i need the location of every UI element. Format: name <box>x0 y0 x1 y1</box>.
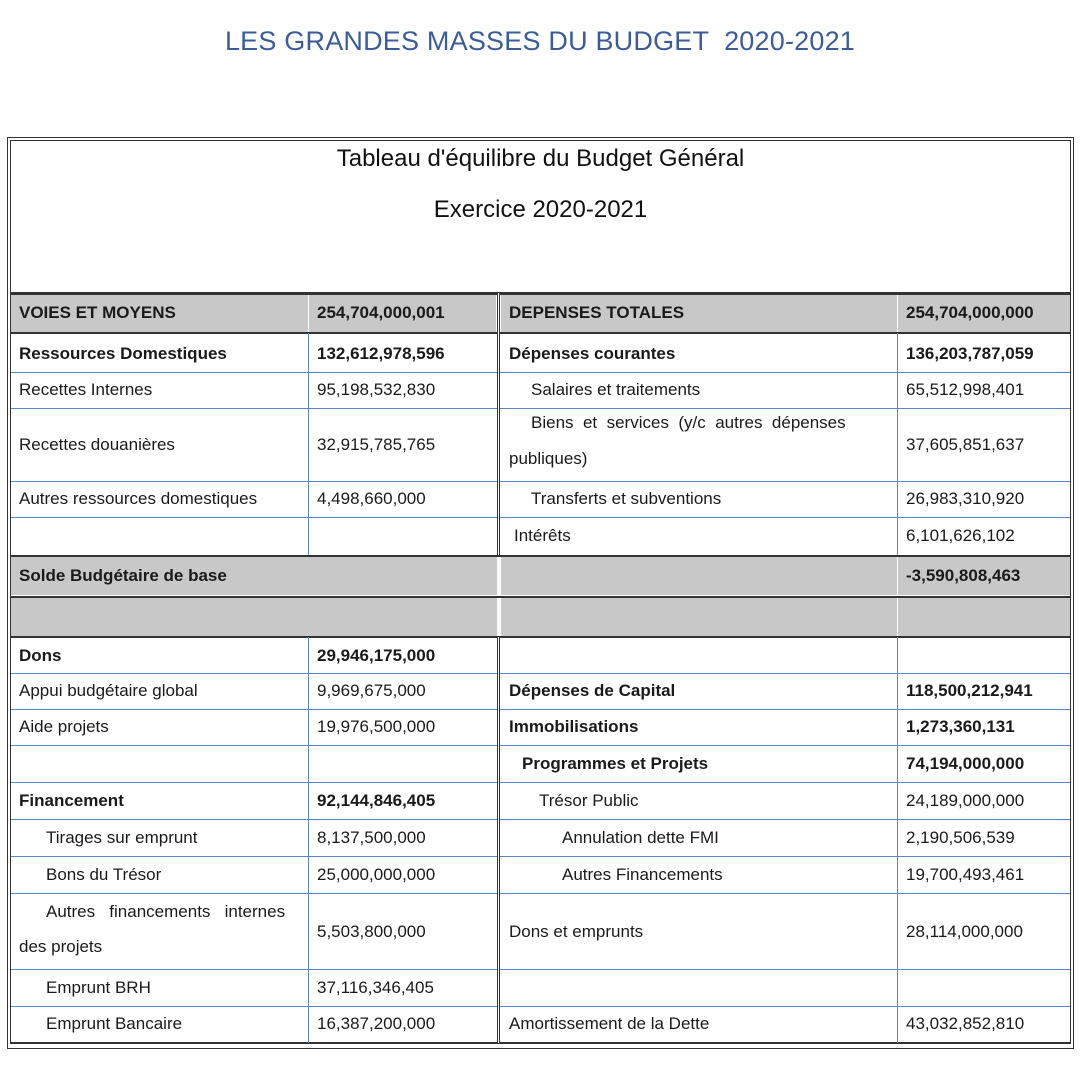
rule-row <box>11 1006 1070 1007</box>
depenses-capital-value: 118,500,212,941 <box>906 681 1033 700</box>
rule-col-a <box>308 333 309 555</box>
ressources-domestiques-value: 132,612,978,596 <box>317 343 445 363</box>
depenses-totales-label: DEPENSES TOTALES <box>501 294 897 332</box>
rule-row <box>11 673 1070 674</box>
solde-mid-cell <box>501 557 897 595</box>
rule-bottom <box>10 1042 1071 1044</box>
spacer-row-mid <box>501 598 897 636</box>
table-subtitle: Exercice 2020-2021 <box>433 196 648 223</box>
aide-projets-value: 19,976,500,000 <box>317 717 436 736</box>
bons-tresor-value: 25,000,000,000 <box>317 865 436 884</box>
table-header <box>10 140 1071 293</box>
rule-row <box>11 969 1070 970</box>
rule-row <box>11 856 1070 857</box>
immobilisations-label: Immobilisations <box>509 717 639 736</box>
annulation-label: Annulation dette FMI <box>562 828 719 847</box>
rule-row <box>11 819 1070 820</box>
dons-emprunts-label: Dons et emprunts <box>509 921 644 941</box>
table-title: Tableau d'équilibre du Budget Général <box>336 145 745 172</box>
tirages-label: Tirages sur emprunt <box>46 828 198 847</box>
biens-services-label <box>501 409 893 481</box>
document-title: LES GRANDES MASSES DU BUDGET 2020-2021 <box>224 26 856 56</box>
tresor-public-label: Trésor Public <box>539 790 639 810</box>
autres-fin-internes-line2: des projets <box>19 937 103 956</box>
rule-spacer-bottom <box>10 636 1071 638</box>
autres-ressources-value: 4,498,660,000 <box>317 489 426 508</box>
annulation-value: 2,190,506,539 <box>906 828 1015 847</box>
depenses-courantes-label: Dépenses courantes <box>509 343 676 363</box>
rule-header-bottom <box>10 332 1071 334</box>
emprunt-bancaire-label: Emprunt Bancaire <box>46 1014 183 1033</box>
depenses-courantes-value: 136,203,787,059 <box>906 343 1034 363</box>
rule-left-edge <box>10 293 11 1044</box>
salaires-value: 65,512,998,401 <box>906 380 1025 399</box>
rule-col-b <box>497 637 500 1043</box>
recettes-internes-label: Recettes Internes <box>19 380 153 399</box>
emprunt-brh-value: 37,116,346,405 <box>317 977 434 997</box>
dons-label: Dons <box>19 645 62 665</box>
rule-right-edge <box>1070 293 1071 1044</box>
rule-row <box>11 481 1070 482</box>
autres-fin-internes-value: 5,503,800,000 <box>317 921 426 941</box>
depenses-totales-value: 254,704,000,000 <box>898 294 1070 332</box>
amortissement-value: 43,032,852,810 <box>906 1014 1025 1033</box>
rule-solde-bottom <box>10 596 1071 598</box>
bons-tresor-label: Bons du Trésor <box>46 865 162 884</box>
tresor-public-value: 24,189,000,000 <box>906 790 1025 810</box>
tirages-value: 8,137,500,000 <box>317 828 426 847</box>
dons-value: 29,946,175,000 <box>317 645 436 665</box>
recettes-douanieres-label: Recettes douanières <box>19 435 175 454</box>
dons-emprunts-value: 28,114,000,000 <box>906 921 1023 941</box>
amortissement-label: Amortissement de la Dette <box>509 1014 710 1033</box>
spacer-row-left <box>11 598 497 636</box>
rule-col-c <box>897 637 898 1043</box>
biens-services-line1: Biens et services (y/c autres dépenses <box>531 413 846 432</box>
interets-value: 6,101,626,102 <box>906 526 1015 545</box>
depenses-capital-label: Dépenses de Capital <box>509 681 676 700</box>
programmes-label: Programmes et Projets <box>522 753 709 773</box>
financement-value: 92,144,846,405 <box>317 790 436 810</box>
interets-label: Intérêts <box>514 526 571 545</box>
salaires-label: Salaires et traitements <box>531 380 701 399</box>
solde-value: -3,590,808,463 <box>898 557 1070 595</box>
rule-row <box>11 782 1070 783</box>
voies-moyens-label: VOIES ET MOYENS <box>11 294 308 332</box>
programmes-value: 74,194,000,000 <box>906 753 1025 773</box>
emprunt-brh-label: Emprunt BRH <box>46 977 151 997</box>
rule-top-header <box>10 293 1071 295</box>
autres-fin-internes-line1: Autres financements internes <box>46 902 286 921</box>
spacer-row-right <box>898 598 1070 636</box>
rule-row <box>11 709 1070 710</box>
rule-col-b <box>497 293 500 555</box>
biens-services-line2: publiques) <box>509 449 588 468</box>
rule-section-end <box>10 555 1071 557</box>
autres-financements-value: 19,700,493,461 <box>906 865 1025 884</box>
immobilisations-value: 1,273,360,131 <box>906 717 1015 736</box>
recettes-douanieres-value: 32,915,785,765 <box>317 435 436 454</box>
transferts-label: Transferts et subventions <box>531 489 722 508</box>
appui-budgetaire-label: Appui budgétaire global <box>19 681 198 700</box>
financement-label: Financement <box>19 790 124 810</box>
voies-moyens-value: 254,704,000,001 <box>309 294 496 332</box>
solde-label: Solde Budgétaire de base <box>11 557 497 595</box>
rule-row <box>11 517 1070 518</box>
autres-fin-internes-label <box>11 894 303 969</box>
ressources-domestiques-label: Ressources Domestiques <box>19 343 227 363</box>
rule-col-a <box>308 637 309 1043</box>
transferts-value: 26,983,310,920 <box>906 489 1025 508</box>
autres-ressources-label: Autres ressources domestiques <box>19 489 258 508</box>
autres-financements-label: Autres Financements <box>562 865 723 884</box>
rule-row <box>11 408 1070 409</box>
rule-col-c <box>897 333 898 555</box>
rule-row <box>11 745 1070 746</box>
emprunt-bancaire-value: 16,387,200,000 <box>317 1014 436 1033</box>
rule-row <box>11 372 1070 373</box>
recettes-internes-value: 95,198,532,830 <box>317 380 436 399</box>
aide-projets-label: Aide projets <box>19 717 109 736</box>
rule-row <box>11 893 1070 894</box>
biens-services-value: 37,605,851,637 <box>906 435 1025 454</box>
appui-budgetaire-value: 9,969,675,000 <box>317 681 426 700</box>
